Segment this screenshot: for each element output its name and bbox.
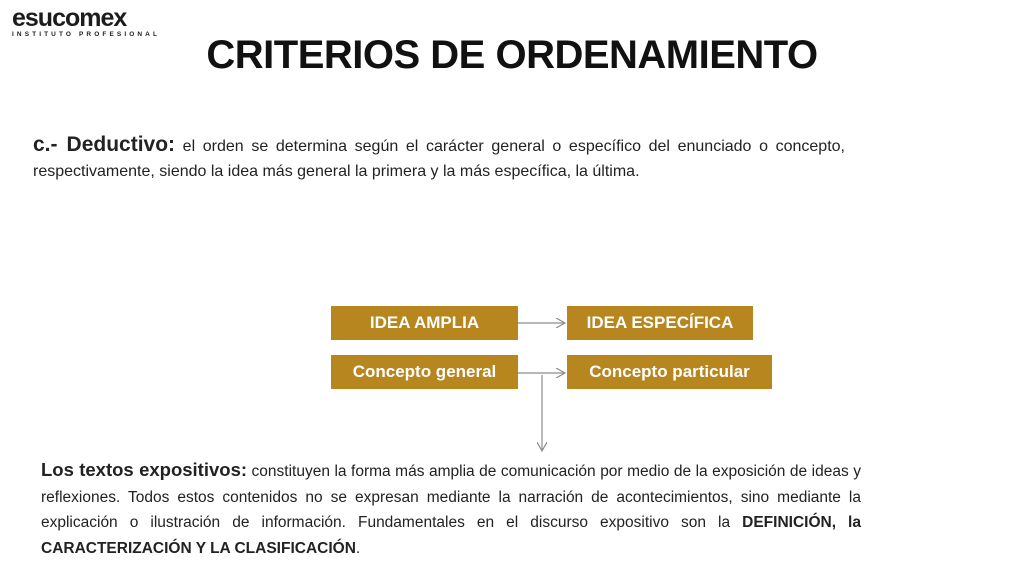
expositivos-emphasis: DEFINICIÓN, la CARACTERIZACIÓN Y LA CLASIFICACIÓN [41, 514, 861, 557]
expositivos-paragraph [41, 457, 861, 561]
box-concepto-general: Concepto general [331, 355, 518, 389]
logo-name: esucomex [12, 4, 127, 32]
deductivo-body: el orden se determina según el carácter general o específico del enunciado o concepto, respectivamente, siendo la idea más general la primera y la más específica, la última. [33, 138, 845, 180]
deductivo-lead: c.- Deductivo: [33, 133, 176, 156]
expositivos-lead: Los textos expositivos: [41, 459, 248, 480]
logo-subtitle: INSTITUTO PROFESIONAL [12, 31, 161, 38]
box-concepto-particular: Concepto particular [567, 355, 772, 389]
expositivos-end: . [355, 539, 361, 557]
page-title: CRITERIOS DE ORDENAMIENTO [206, 33, 818, 77]
expositivos-body: constituyen la forma más amplia de comunicación por medio de la exposición de ideas y reflexiones. Todos estos contenidos no se expresan mediante la narración de acontecimientos, sino mediante la explicación o ilustración de información. Fundamentales en el discurso expositivo son la [41, 463, 861, 531]
box-idea-especifica: IDEA ESPECÍFICA [567, 306, 753, 340]
box-idea-amplia: IDEA AMPLIA [331, 306, 518, 340]
